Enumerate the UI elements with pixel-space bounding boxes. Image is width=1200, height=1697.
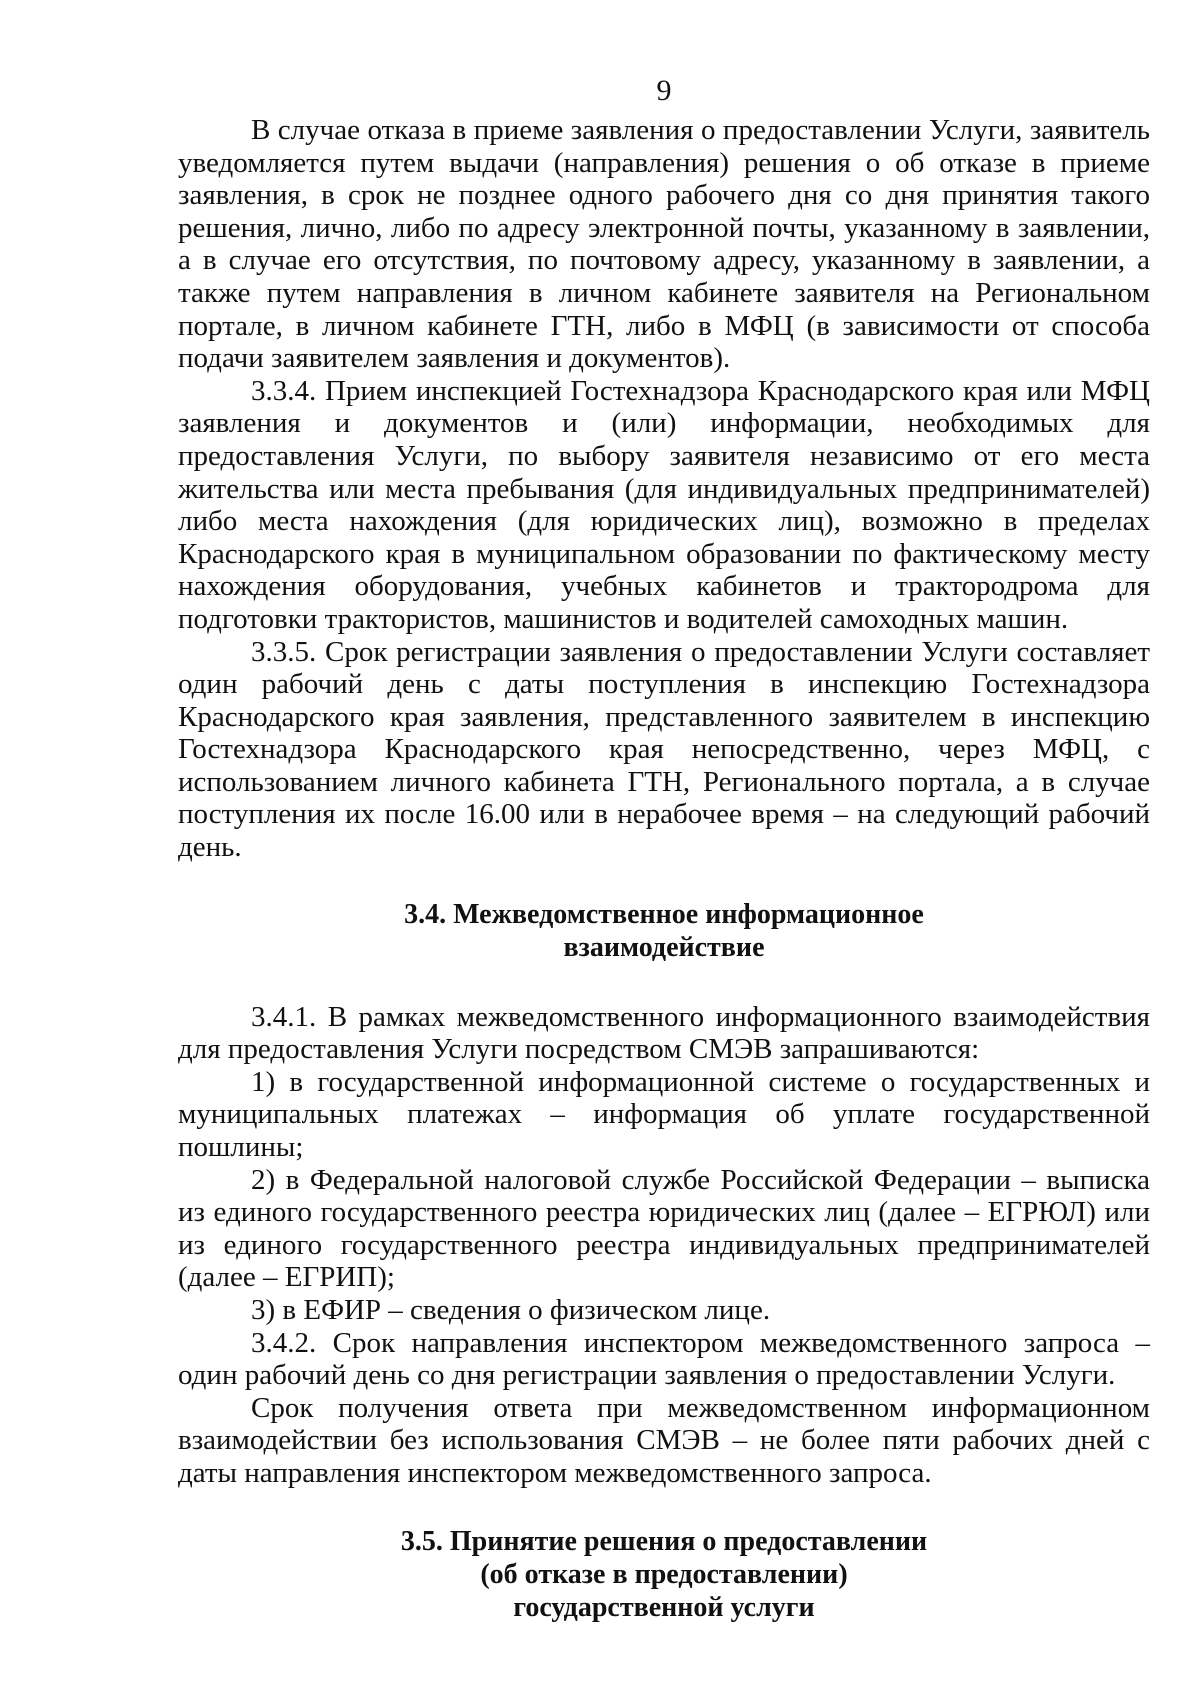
heading-line: государственной услуги — [513, 1591, 815, 1623]
list-item-1: 1) в государственной информационной системе о государственных и муниципальных платежах – информация об уплате государственной пошлины; — [178, 1065, 1150, 1164]
paragraph-3-4-2: 3.4.2. Срок направления инспектором межведомственного запроса – один рабочий день со дня регистрации заявления о предоставлении Услуги. — [178, 1326, 1150, 1392]
paragraph-3-3-5: 3.3.5. Срок регистрации заявления о предоставлении Услуги составляет один рабочий день с даты поступления в инспекцию Гостехнадзора Краснодарского края заявления, представленного заявителем в инспекцию Гостехнадзора Краснодарского края непосредственно, через МФЦ, с использованием личного кабинета ГТН, Регионального портала, а в случае поступления их после 16.00 или в нерабочее время – на следующий рабочий день. — [178, 635, 1150, 864]
heading-line: 3.4. Межведомственное информационное — [404, 898, 924, 930]
heading-line: взаимодействие — [563, 931, 765, 963]
spacer — [178, 964, 1150, 1001]
paragraph-refusal-notice: В случае отказа в приеме заявления о предоставлении Услуги, заявитель уведомляется путем выдачи (направления) решения о об отказе в приеме заявления, в срок не позднее одного рабочего дня со дня принятия такого решения, лично, либо по адресу электронной почты, указанному в заявлении, а в случае его отсутствия, по почтовому адресу, указанному в заявлении, а также путем направления в личном кабинете заявителя на Региональном портале, в личном кабинете ГТН, либо в МФЦ (в зависимости от способа подачи заявителем заявления и документов). — [178, 114, 1150, 375]
heading-line: 3.5. Принятие решения о предоставлении — [400, 1525, 928, 1557]
paragraph-response-term: Срок получения ответа при межведомственном информационном взаимодействии без использования СМЭВ – не более пяти рабочих дней с даты направления инспектором межведомственного запроса. — [178, 1391, 1150, 1489]
heading-line: (об отказе в предоставлении) — [480, 1558, 848, 1590]
document-page — [178, 72, 1150, 1624]
paragraph-3-4-1: 3.4.1. В рамках межведомственного информационного взаимодействия для предоставления Услуги посредством СМЭВ запрашиваются: — [178, 1000, 1150, 1066]
spacer — [178, 1490, 1150, 1525]
page-number: 9 — [656, 74, 672, 107]
spacer — [178, 864, 1150, 898]
list-item-3: 3) в ЕФИР – сведения о физическом лице. — [251, 1294, 771, 1326]
paragraph-3-3-4: 3.3.4. Прием инспекцией Гостехнадзора Краснодарского края или МФЦ заявления и документов и (или) информации, необходимых для предоставления Услуги, по выбору заявителя независимо от его места жительства или места пребывания (для индивидуальных предпринимателей) либо места нахождения (для юридических лиц), возможно в пределах Краснодарского края в муниципальном образовании по фактическому месту нахождения оборудования, учебных кабинетов и трактородрома для подготовки трактористов, машинистов и водителей самоходных машин. — [178, 374, 1150, 635]
section-heading-3-5 — [178, 1525, 1150, 1624]
list-item-2: 2) в Федеральной налоговой службе Российской Федерации – выписка из единого государственного реестра юридических лиц (далее – ЕГРЮЛ) или из единого государственного реестра индивидуальных предпринимателей (далее – ЕГРИП); — [178, 1163, 1150, 1294]
section-heading-3-4 — [178, 898, 1150, 964]
